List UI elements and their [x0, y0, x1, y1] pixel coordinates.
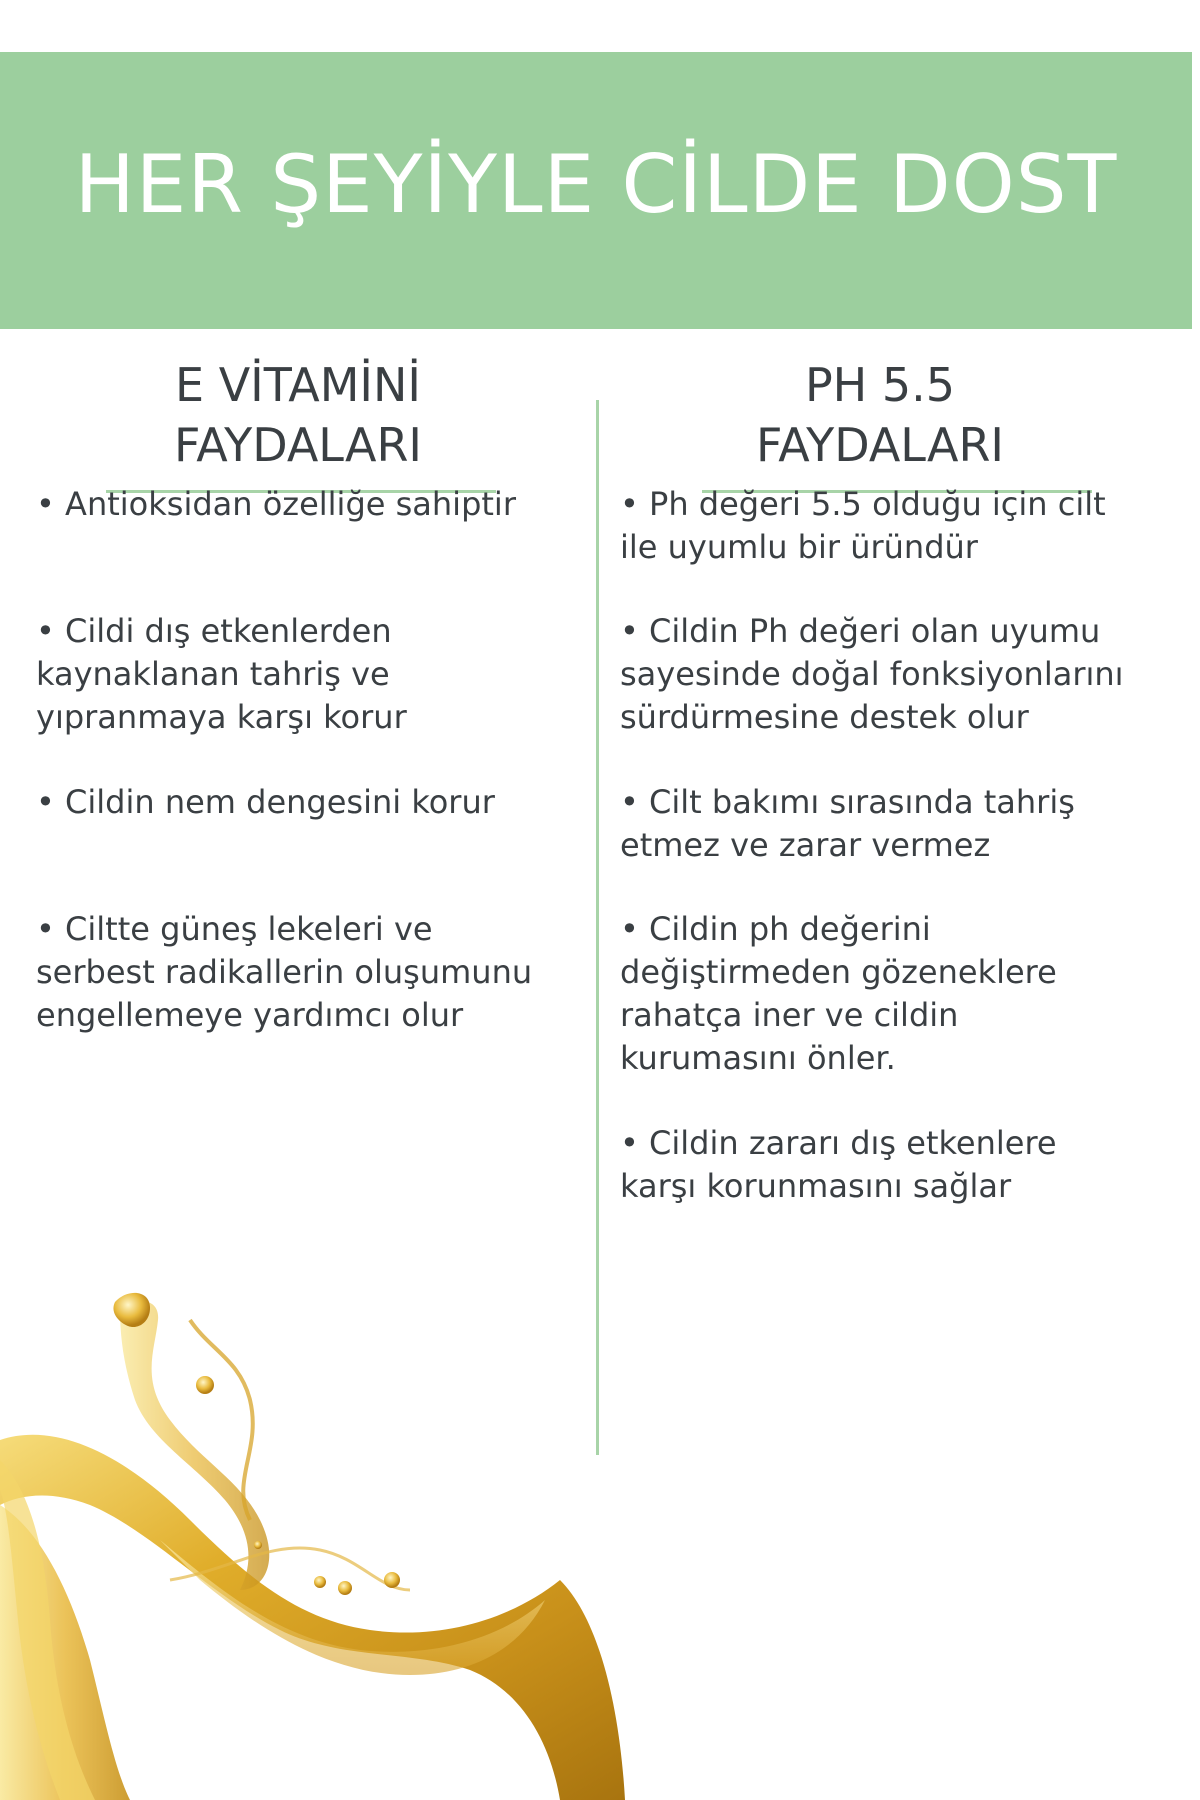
list-item: • Cildin zararı dış etkenlere karşı korunmasını sağlar — [620, 1124, 1057, 1205]
list-item: • Ciltte güneş lekeleri ve serbest radikallerin oluşumunu engellemeye yardımcı olur — [36, 910, 533, 1034]
list-item: • Cildin ph değerini değiştirmeden gözeneklere rahatça iner ve cildin kurumasını önler. — [620, 910, 1057, 1077]
vitamin-e-column — [36, 355, 576, 1034]
golden-oil-splash-icon — [0, 1290, 660, 1800]
ph-heading-line2: FAYDALARI — [756, 418, 1004, 472]
vitamin-e-heading — [38, 355, 558, 475]
vitamin-e-heading-line2: FAYDALARI — [174, 418, 422, 472]
list-item: • Cildin Ph değeri olan uyumu sayesinde doğal fonksiyonlarını sürdürmesine destek olur — [620, 612, 1124, 736]
list-item: • Cildi dış etkenlerden kaynaklanan tahriş ve yıpranmaya karşı korur — [36, 612, 407, 736]
list-item: • Cildin nem dengesini korur — [36, 783, 495, 821]
list-item: • Antioksidan özelliğe sahiptir — [36, 485, 516, 523]
ph-column — [620, 355, 1165, 1205]
list-item: • Ph değeri 5.5 olduğu için cilt ile uyumlu bir üründür — [620, 485, 1106, 566]
ph-heading — [620, 355, 1140, 475]
list-item: • Cilt bakımı sırasında tahriş etmez ve zarar vermez — [620, 783, 1075, 864]
page-title: HER ŞEYİYLE CİLDE DOST — [74, 138, 1118, 231]
vitamin-e-heading-line1: E VİTAMİNİ — [175, 358, 421, 412]
ph-heading-line1: PH 5.5 — [804, 358, 956, 412]
title-banner — [0, 52, 1192, 329]
